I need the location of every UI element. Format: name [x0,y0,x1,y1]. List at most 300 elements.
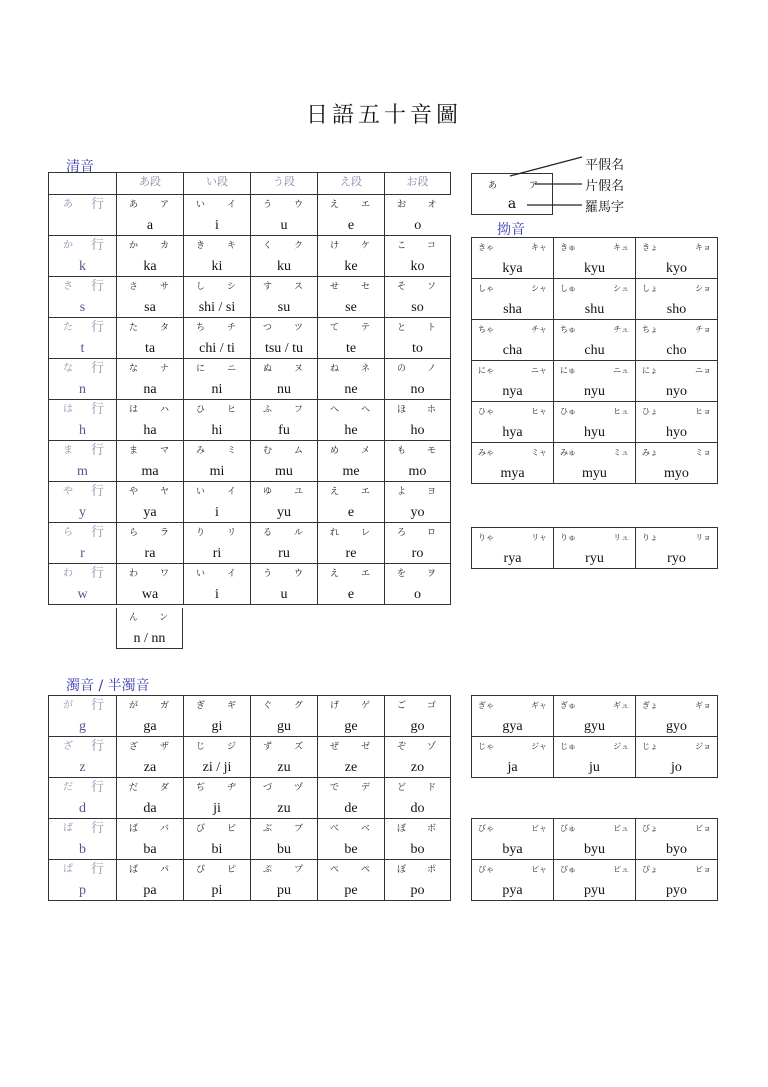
kana-cell [184,236,251,277]
katakana: リャ [531,533,547,542]
kana-cell [318,523,385,564]
kana-cell [184,195,251,236]
katakana: ズ [293,742,303,752]
romaji: ne [344,382,358,397]
romaji: nyu [584,384,605,399]
row-gyo: 行 [90,484,104,499]
table-row [472,320,718,361]
romaji: ryo [667,551,686,566]
romaji: bi [211,842,223,857]
hiragana: え [330,569,340,579]
romaji: ka [143,259,157,274]
kana-pair [554,238,635,255]
hiragana: りゅ [560,533,576,542]
hiragana: びゅ [560,824,576,833]
romaji: o [414,587,421,602]
hiragana: ろ [397,528,407,538]
kana-cell [385,523,451,564]
hiragana: め [330,446,340,456]
row-kana: ざ [63,741,73,752]
romaji: sha [503,302,522,317]
hiragana: びょ [642,824,658,833]
romaji: da [143,801,157,816]
kana-pair [472,860,553,877]
row-header [49,359,117,400]
kana-cell [184,696,251,737]
hiragana: ば [129,824,139,834]
hiragana: え [330,487,340,497]
kana-cell [184,400,251,441]
row-header [49,564,117,605]
hiragana: す [263,282,273,292]
seion-table [48,172,451,605]
kana-pair [554,402,635,419]
hiragana: ひ [196,405,206,415]
kana-pair [117,523,183,540]
kana-pair [251,277,317,294]
table-row [472,860,718,901]
yoon-cell [636,819,718,860]
hiragana: ち [196,323,206,333]
page-title: 日語五十音圖 [305,103,462,128]
hiragana: きゃ [478,243,494,252]
hiragana: を [397,569,407,579]
hiragana: う [263,200,273,210]
katakana: サ [159,282,169,292]
kana-pair [385,359,450,376]
katakana: ゴ [426,701,436,711]
hiragana: ぎょ [642,701,658,710]
hiragana: ひゃ [478,407,494,416]
table-row [49,482,451,523]
katakana: ザ [159,742,169,752]
kana-pair [636,696,717,713]
kana-cell [184,523,251,564]
kana-pair [385,564,450,581]
romaji: to [412,341,423,356]
kana-cell [385,778,451,819]
romaji: zo [410,760,425,775]
katakana: ミュ [613,448,629,457]
romaji: mi [209,464,225,479]
kana-pair [636,361,717,378]
romaji: byu [584,842,605,857]
kana-pair [251,819,317,836]
hiragana: ちゃ [478,325,494,334]
table-row [49,236,451,277]
katakana: ロ [426,528,436,538]
romaji: chu [584,343,605,358]
kana-pair [184,277,250,294]
romaji: sho [666,302,687,317]
romaji: ha [143,423,157,438]
yoon-cell [472,443,554,484]
katakana: ジュ [613,742,629,751]
romaji: ra [144,546,156,561]
kana-pair [385,195,451,212]
katakana: エ [360,200,370,210]
hiragana: びゃ [478,824,494,833]
katakana: ブ [293,824,303,834]
row-romaji: r [80,546,85,561]
kana-cell [251,359,318,400]
hiragana: よ [397,487,407,497]
romaji: kya [502,261,523,276]
dakuon-yoon-bottom-table [471,818,718,901]
kana-pair [251,778,317,795]
yoon-cell [554,696,636,737]
kana-pair [117,195,183,212]
yoon-cell [472,696,554,737]
romaji: ku [277,259,291,274]
katakana: ゼ [360,742,370,752]
katakana: ツ [293,323,303,333]
katakana: ヒュ [613,407,629,416]
romaji: he [344,423,358,438]
table-row [472,528,718,569]
kana-cell [117,819,184,860]
katakana: ヘ [360,405,370,415]
kana-pair [184,564,250,581]
katakana: キ [226,241,236,251]
kana-pair [385,523,450,540]
table-row [49,819,451,860]
row-header [49,737,117,778]
romaji: su [277,300,291,315]
row-kana: は [63,404,73,415]
kana-pair [318,564,384,581]
yoon-cell [472,402,554,443]
katakana: ガ [159,701,169,711]
romaji: so [411,300,424,315]
kana-pair [636,860,717,877]
katakana: イ [226,487,236,497]
katakana: モ [426,446,436,456]
katakana: ヂ [226,783,236,793]
row-kana: ま [63,445,73,456]
romaji: be [344,842,358,857]
row-gyo: 行 [90,739,104,754]
romaji: bu [277,842,291,857]
kana-cell [117,778,184,819]
kana-pair [636,528,717,545]
hiragana: け [330,241,340,251]
table-row [472,737,718,778]
kana-cell [117,523,184,564]
hiragana: ぎゃ [478,701,494,710]
row-kana: な [63,363,73,374]
yoon-table [471,237,718,484]
kana-cell [117,482,184,523]
hiragana: い [196,200,206,210]
romaji: ga [143,719,157,734]
kana-cell [318,441,385,482]
row-romaji: h [79,423,86,438]
row-romaji: y [79,505,86,520]
row-gyo: 行 [90,862,104,877]
kana-cell [251,819,318,860]
kana-pair [636,238,717,255]
katakana: ジョ [695,742,711,751]
hiragana: え [330,200,340,210]
kana-cell [117,737,184,778]
katakana: ナ [159,364,169,374]
table-row [49,564,451,605]
romaji: hyo [666,425,687,440]
romaji: myo [664,466,689,481]
romaji: rya [503,551,522,566]
romaji: e [347,505,355,520]
romaji: o [414,218,422,233]
kana-pair [184,236,250,253]
katakana: ビョ [695,824,711,833]
yoon-cell [554,737,636,778]
katakana: ペ [360,865,370,875]
romaji: byo [666,842,687,857]
yoon-cell [554,860,636,901]
romaji: u [280,218,288,233]
romaji: i [215,218,219,233]
hiragana: ど [397,783,407,793]
kana-pair [554,860,635,877]
katakana: ヒャ [531,407,547,416]
katakana: ミョ [695,448,711,457]
hiragana: お [397,200,407,210]
hiragana: に [196,364,206,374]
hiragana: な [129,364,139,374]
yoon-cell [636,860,718,901]
romaji: za [143,760,157,775]
kana-pair [385,318,450,335]
romaji: re [345,546,357,561]
kana-cell [318,696,385,737]
hiragana: せ [330,282,340,292]
hiragana: ぴょ [642,865,658,874]
hiragana: も [397,446,407,456]
romaji: ya [143,505,157,520]
kana-cell [318,482,385,523]
table-row [49,441,451,482]
hiragana: ぞ [397,742,407,752]
hiragana: にゅ [560,366,576,375]
kana-pair [184,737,250,754]
yoon-cell [554,361,636,402]
romaji: na [143,382,157,397]
kana-pair [184,696,250,713]
katakana: ソ [426,282,436,292]
table-row [472,443,718,484]
hiragana: りょ [642,533,658,542]
row-header [49,482,117,523]
kana-pair [385,778,450,795]
kana-pair [554,696,635,713]
yoon-cell [554,402,636,443]
romaji: mo [408,464,427,479]
kana-pair [117,482,183,499]
kana-pair [554,443,635,460]
katakana: コ [426,241,436,251]
hiragana: みょ [642,448,658,457]
katakana: ピャ [531,865,547,874]
katakana: テ [360,323,370,333]
hiragana: しゃ [478,284,494,293]
romaji: shi / si [198,300,236,315]
legend-label-romaji: 羅馬字 [585,200,625,215]
kana-pair [251,236,317,253]
kana-pair [318,523,384,540]
kana-pair [251,318,317,335]
row-romaji: g [79,719,86,734]
row-header [49,441,117,482]
kana-pair [472,737,553,754]
hiragana: じゃ [478,742,494,751]
katakana: ギュ [613,701,629,710]
hiragana: きょ [642,243,658,252]
yoon-cell [472,737,554,778]
kana-cell [117,318,184,359]
kana-cell [385,195,451,236]
katakana: ギョ [695,701,711,710]
hiragana: へ [330,405,340,415]
kana-pair [117,696,183,713]
romaji: ja [507,760,518,775]
kana-pair [318,359,384,376]
kana-pair [117,564,183,581]
katakana: シュ [613,284,629,293]
katakana: ギャ [531,701,547,710]
row-header [49,277,117,318]
table-row [49,277,451,318]
romaji: ru [278,546,290,561]
katakana: タ [159,323,169,333]
romaji: ho [410,423,425,438]
hiragana: ゆ [263,487,273,497]
katakana: ケ [360,241,370,251]
hiragana: ぽ [397,865,407,875]
row-romaji: n [79,382,86,397]
hiragana: じ [196,742,206,752]
table-row [49,696,451,737]
hiragana: る [263,528,273,538]
hiragana: く [263,241,273,251]
romaji: ze [344,760,358,775]
katakana: ニョ [695,366,711,375]
katakana: ヲ [426,569,436,579]
kana-pair [184,482,250,499]
yoon-cell [636,238,718,279]
kana-pair [251,441,317,458]
katakana: バ [159,824,169,834]
kana-pair [385,737,450,754]
katakana: エ [360,487,370,497]
row-kana: た [63,322,73,333]
katakana: イ [226,200,236,210]
katakana: チ [226,323,236,333]
hiragana: ぎゅ [560,701,576,710]
romaji: te [345,341,357,356]
kana-pair [318,277,384,294]
romaji: yo [410,505,425,520]
hiragana: れ [330,528,340,538]
romaji: ryu [585,551,604,566]
kana-cell [251,737,318,778]
hiragana: みゅ [560,448,576,457]
table-row [472,819,718,860]
kana-cell [117,236,184,277]
row-gyo: 行 [90,780,104,795]
row-gyo: 行 [90,361,104,376]
hiragana: ちょ [642,325,658,334]
katakana: ニ [226,364,236,374]
row-gyo: 行 [90,525,104,540]
katakana: ビ [226,824,236,834]
katakana: ユ [293,487,303,497]
romaji: yu [277,505,291,520]
katakana: ジャ [531,742,547,751]
table-row [49,195,451,236]
hiragana: た [129,323,139,333]
romaji: hi [211,423,223,438]
romaji: me [342,464,360,479]
section-label-seion: 清音 [66,159,94,175]
yoon-cell [636,528,718,569]
row-header [49,523,117,564]
katakana: チャ [531,325,547,334]
kana-cell [385,564,451,605]
hiragana: じょ [642,742,658,751]
hiragana: び [196,824,206,834]
dakuon-yoon-top-table [471,695,718,778]
kana-pair [318,778,384,795]
kana-pair [251,400,317,417]
katakana: ネ [360,364,370,374]
hiragana: ぴゃ [478,865,494,874]
katakana: キャ [531,243,547,252]
kana-pair [318,441,384,458]
hiragana: ん [129,613,139,623]
hiragana: の [397,364,407,374]
hiragana: い [196,487,206,497]
hiragana: ぶ [263,824,273,834]
yoon-cell [636,737,718,778]
hiragana: さ [129,282,139,292]
kana-cell [184,778,251,819]
katakana: ヅ [293,783,303,793]
kana-pair [318,236,384,253]
row-gyo: 行 [90,320,104,335]
yoon-cell [472,279,554,320]
hiragana: や [129,487,139,497]
column-header: お段 [385,173,451,195]
yoon-cell [554,443,636,484]
romaji: i [215,505,219,520]
katakana: エ [360,569,370,579]
romaji: ju [589,760,600,775]
katakana: ピュ [613,865,629,874]
kana-pair [318,400,384,417]
kana-cell [385,236,451,277]
row-romaji: w [77,587,88,602]
kana-pair [184,400,250,417]
hiragana: きゅ [560,243,576,252]
romaji: e [347,218,355,233]
romaji: nya [502,384,523,399]
romaji: gyu [584,719,605,734]
kana-cell [251,400,318,441]
hiragana: ぎ [196,701,206,711]
katakana: ラ [159,528,169,538]
kana-pair [184,441,250,458]
